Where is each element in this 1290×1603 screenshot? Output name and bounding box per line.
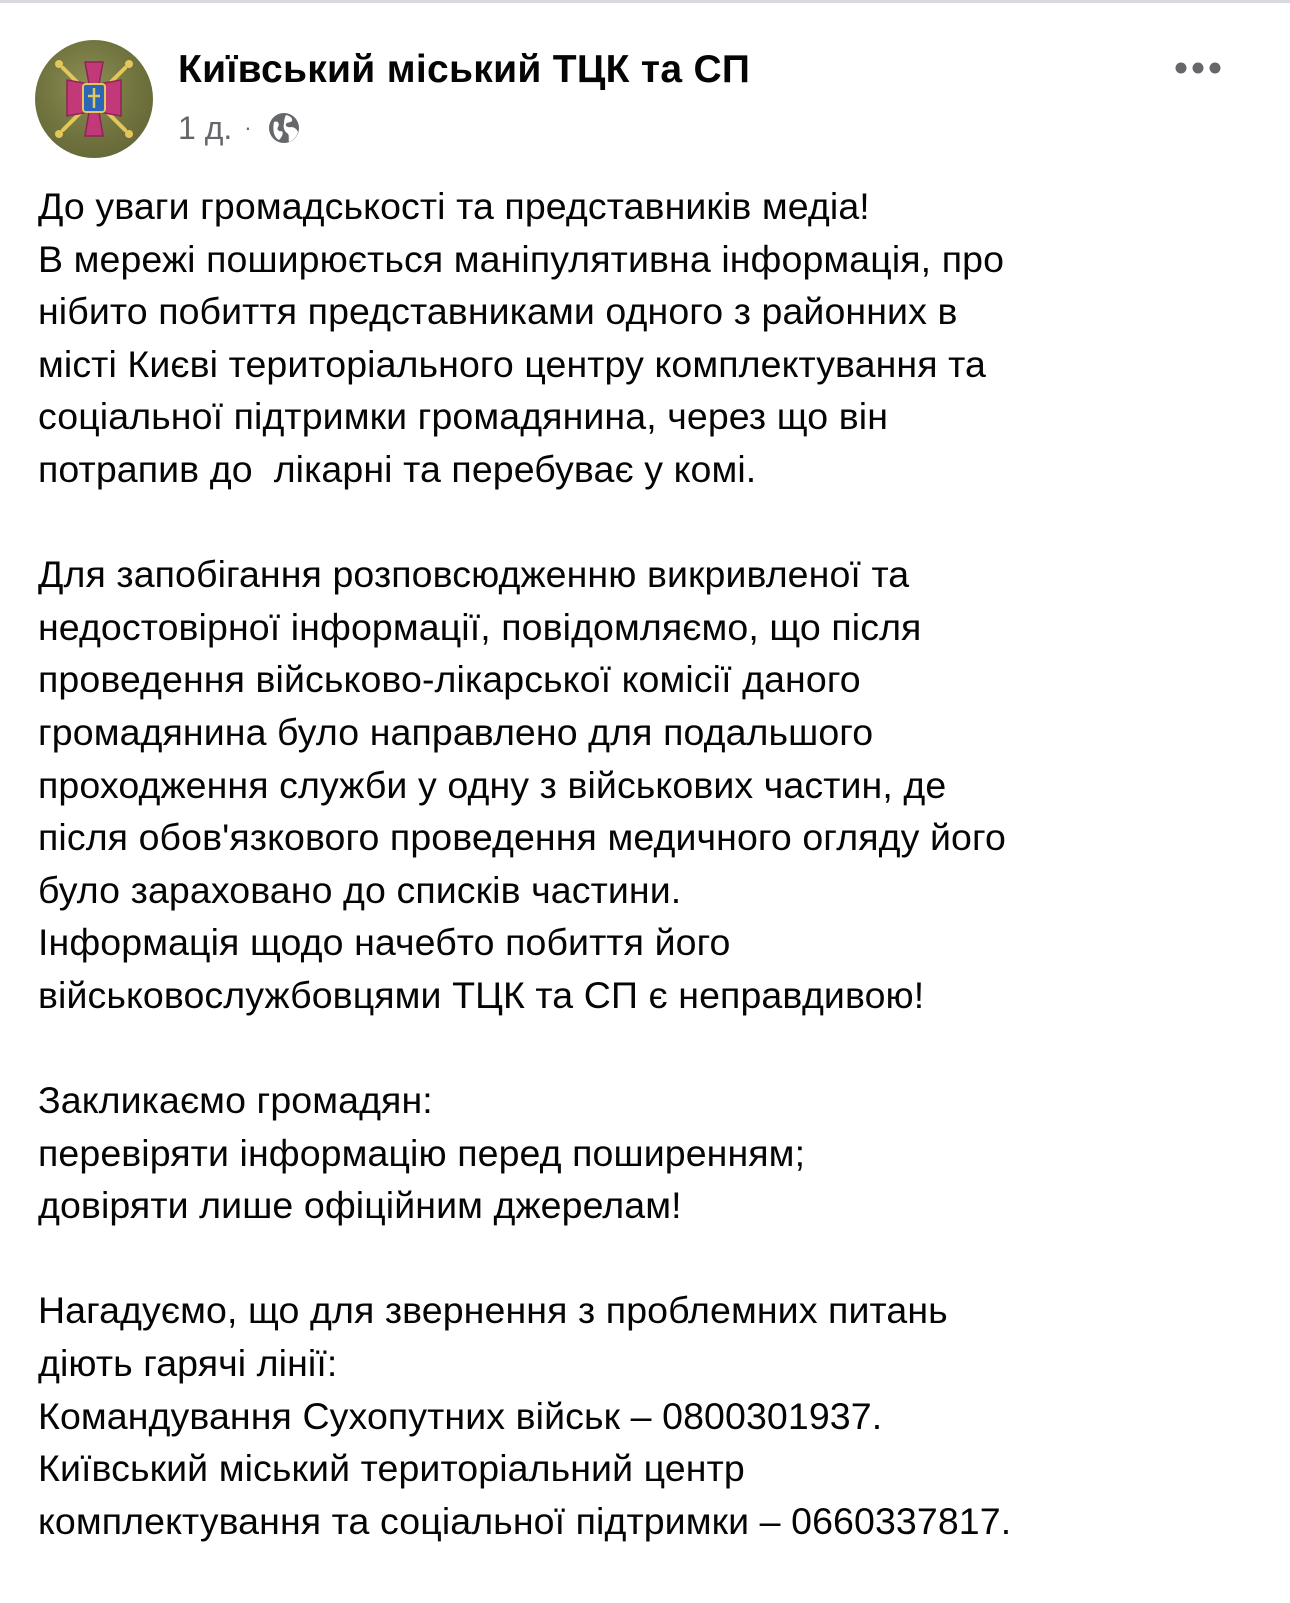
post-header: [0, 0, 1290, 160]
text-line: громадянина було направлено для подальшого: [38, 710, 874, 753]
text-line: військовослужбовцями ТЦК та СП є неправдивою!: [38, 973, 925, 1016]
meta-separator: ·: [244, 115, 252, 140]
post-paragraph: [38, 548, 1268, 1021]
more-options-button[interactable]: [1168, 48, 1228, 88]
text-line: Нагадуємо, що для звернення з проблемних питань: [38, 1289, 948, 1332]
post-meta: [178, 108, 302, 148]
post-paragraph: [38, 1074, 1268, 1232]
text-line: довіряти лише офіційним джерелам!: [38, 1184, 682, 1227]
text-line: До уваги громадськості та представників медіа!: [38, 185, 870, 227]
text-line: Командування Сухопутних військ – 0800301937.: [38, 1394, 883, 1437]
text-line: комплектування та соціальної підтримки – 0660337817.: [38, 1499, 1012, 1542]
post-timestamp[interactable]: 1 д.: [178, 109, 233, 146]
text-line: недостовірної інформації, повідомляємо, що після: [38, 605, 922, 648]
post-paragraph: [38, 180, 1268, 496]
text-line: Для запобігання розповсюдженню викривленої та: [38, 553, 910, 596]
globe-icon[interactable]: [266, 110, 302, 146]
text-line: після обов'язкового проведення медичного огляду його: [38, 816, 1006, 859]
text-line: нібито побиття представниками одного з районних в: [38, 290, 958, 333]
post-paragraph: [38, 1284, 1268, 1547]
text-line: проходження служби у одну з військових частин, де: [38, 763, 947, 806]
text-line: В мережі поширюється маніпулятивна інформація, про: [38, 237, 1005, 280]
text-line: Інформація щодо начебто побиття його: [38, 921, 731, 964]
text-line: соціальної підтримки громадянина, через що він: [38, 395, 888, 438]
text-line: Закликаємо громадян:: [38, 1079, 433, 1122]
text-line: було зараховано до списків частини.: [38, 868, 682, 911]
text-line: потрапив до лікарні та перебуває у комі.: [38, 447, 757, 490]
text-line: проведення військово-лікарської комісії даного: [38, 658, 861, 701]
text-line: Київський міський територіальний центр: [38, 1447, 745, 1490]
text-line: місті Києві територіального центру комплектування та: [38, 342, 986, 385]
text-line: діють гарячі лінії:: [38, 1342, 338, 1385]
emblem-icon: [35, 40, 153, 158]
text-line: перевіряти інформацію перед поширенням;: [38, 1131, 806, 1174]
more-options-icon: [1174, 61, 1222, 75]
post-text: [38, 180, 1268, 1600]
page-avatar[interactable]: [35, 40, 153, 158]
page-name[interactable]: Київський міський ТЦК та СП: [178, 48, 751, 91]
